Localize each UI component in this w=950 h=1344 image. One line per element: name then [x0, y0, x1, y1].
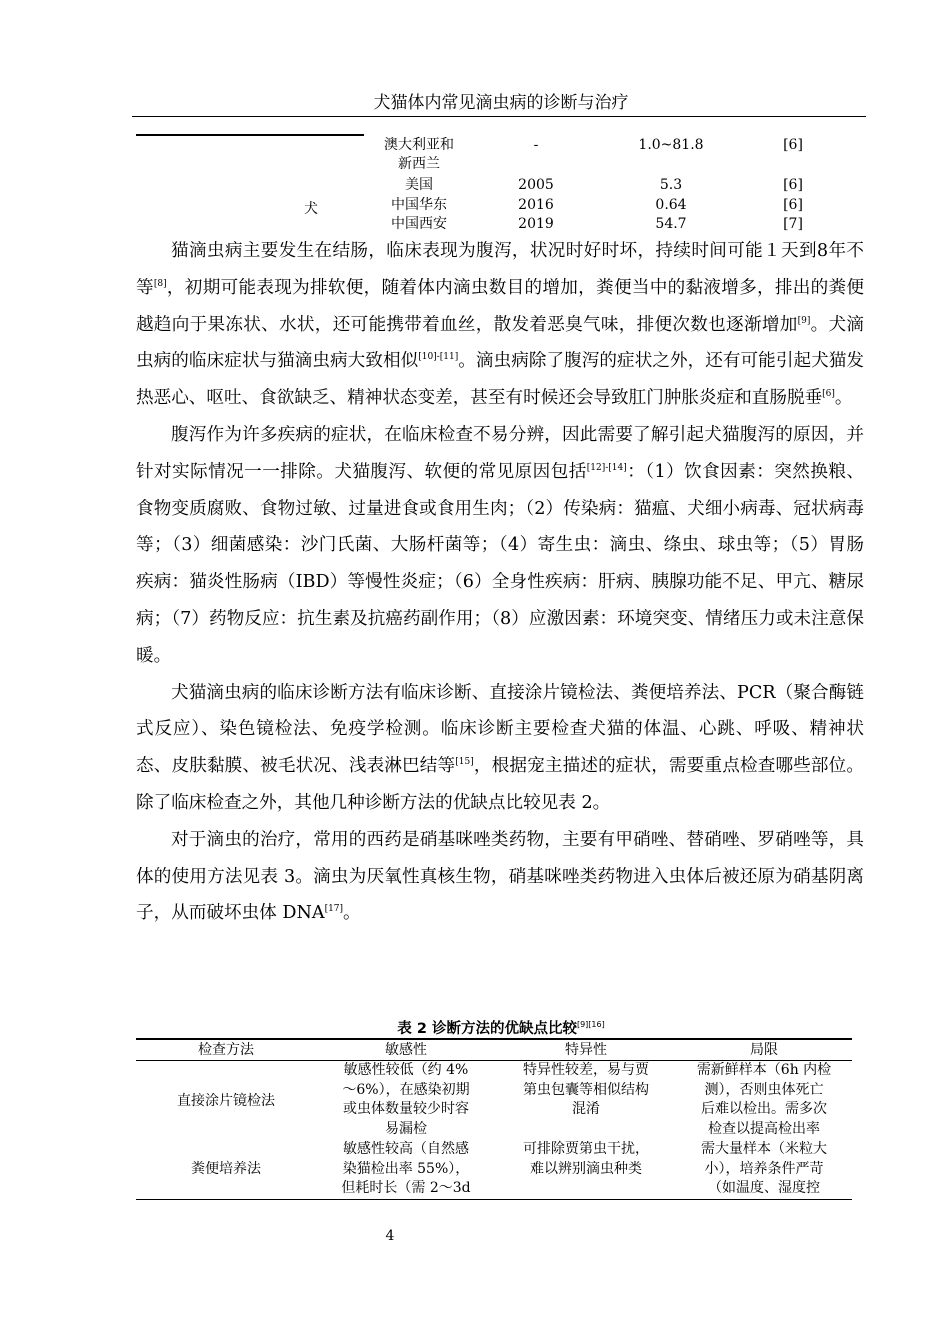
cell-line: ～6%），在感染初期: [342, 1081, 470, 1098]
body-text: [136, 233, 864, 932]
rate-cell: 54.7: [655, 216, 687, 232]
header-rule: [132, 116, 866, 117]
paragraph-text: 。: [343, 903, 361, 924]
column-header-specificity: 特异性: [565, 1042, 607, 1058]
specificity-cell: [496, 1140, 676, 1179]
table-row: [136, 196, 862, 216]
year-cell: 2019: [518, 216, 554, 232]
cell-line: 敏感性较低（约 4%: [343, 1062, 469, 1078]
year-cell: -: [533, 137, 539, 153]
cell-line: 敏感性较高（自然感: [343, 1141, 469, 1157]
rate-cell: 5.3: [659, 177, 683, 193]
cell-line: 易漏检: [385, 1120, 427, 1137]
cell-line: 需大量样本（米粒大: [701, 1141, 827, 1157]
region-cell: 澳大利亚和: [384, 137, 454, 153]
citation: [9][16]: [576, 1020, 605, 1030]
citation: [9]: [797, 315, 811, 326]
citation: [15]: [455, 757, 474, 768]
cell-line: 特异性较差，易与贾: [523, 1062, 649, 1078]
table-row: [136, 136, 862, 156]
paragraph-text: 猫滴虫病主要发生在结肠，临床表现为腹泻，状况时好时坏，持续时间可能１天到8年不等: [136, 241, 864, 298]
caption-text: 表 2 诊断方法的优缺点比较: [397, 1021, 577, 1037]
species-label: 犬: [304, 201, 318, 217]
specificity-cell: [496, 1061, 676, 1120]
citation: [8]: [153, 278, 167, 289]
cell-line: 难以辨别滴虫种类: [530, 1160, 642, 1177]
ref-cell: [6]: [783, 137, 803, 153]
limitation-cell: [676, 1061, 852, 1139]
page-number: 4: [385, 1228, 395, 1244]
cell-line: 需新鲜样本（6h 内检: [696, 1062, 832, 1078]
table-bottom-rule: [136, 1199, 852, 1200]
paragraph-text: 对于滴虫的治疗，常用的西药是硝基咪唑类药物，主要有甲硝唑、替硝唑、罗硝唑等，具体的使用方法见表 3。滴虫为厌氧性真核生物，硝基咪唑类药物进入虫体后被还原为硝基阴离子，从而破坏虫体 DNA: [136, 829, 864, 924]
citation: [17]: [324, 904, 344, 915]
region-cell: 美国: [405, 177, 433, 193]
sensitivity-cell: [316, 1140, 496, 1199]
paragraph-text: 。: [834, 388, 853, 409]
paragraph: [136, 417, 864, 675]
column-header-method: 检查方法: [198, 1042, 254, 1058]
cell-line: 染猫检出率 55%），: [342, 1160, 470, 1177]
cell-line: 检查以提高检出率: [708, 1120, 820, 1137]
ref-cell: [6]: [783, 197, 803, 213]
cell-line: 小），培养条件严苛: [704, 1160, 824, 1177]
citation: [6]: [822, 389, 835, 400]
ref-cell: [6]: [783, 177, 803, 193]
limitation-cell: [676, 1140, 852, 1199]
citation: [12]-[14]: [586, 462, 627, 473]
table-top-rule: [136, 1038, 852, 1040]
paragraph: [136, 675, 864, 822]
region-cell: 中国西安: [391, 216, 447, 232]
cell-line: 但耗时长（需 2～3d: [341, 1180, 471, 1196]
paragraph-text: ，初期可能表现为排软便，随着体内滴虫数目的增加，粪便当中的黏液增多，排出的粪便越趋向于果冻状、水状，还可能携带着血丝，散发着恶臭气味，排便次数也逐渐增加: [136, 277, 864, 335]
sensitivity-cell: [316, 1061, 496, 1139]
region-cell: 中国华东: [391, 197, 447, 213]
paragraph-text: ：（1）饮食因素：突然换粮、食物变质腐败、食物过敏、过量进食或食用生肉；（2）传染病：猫瘟、犬细小病毒、冠状病毒等；（3）细菌感染：沙门氏菌、大肠杆菌等；（4）寄生虫：滴虫、绦虫、球虫等；（5）胃肠疾病：猫炎性肠病（IBD）等慢性炎症；（6）全身性疾病：肝病、胰腺功能不足、甲亢、糖尿病；（7）药物反应：抗生素及抗癌药副作用；（8）应激因素：环境突变、情绪压力或未注意保暖。: [136, 461, 864, 666]
cell-line: （如温度、湿度控: [708, 1180, 820, 1196]
table-row: [136, 215, 862, 235]
cell-line: 混淆: [572, 1101, 600, 1117]
rate-cell: 0.64: [655, 197, 687, 213]
region-cell: 新西兰: [398, 156, 440, 172]
paragraph-text: 腹泻作为许多疾病的症状，在临床检查不易分辨，因此需要了解引起犬猫腹泻的原因，并针对实际情况一一排除。犬猫腹泻、软便的常见原因包括: [136, 424, 864, 482]
citation: [10]-[11]: [418, 352, 459, 363]
column-header-sensitivity: 敏感性: [385, 1042, 427, 1058]
column-header-limitation: 局限: [750, 1042, 778, 1058]
year-cell: 2005: [518, 177, 554, 193]
cell-line: 第虫包囊等相似结构: [523, 1081, 649, 1098]
cell-line: 可排除贾第虫干扰，: [523, 1141, 649, 1157]
method-cell: 直接涂片镜检法: [177, 1093, 275, 1109]
paragraph-text: 犬猫滴虫病的临床诊断方法有临床诊断、直接涂片镜检法、粪便培养法、PCR（聚合酶链式反应）、染色镜检法、免疫学检测。临床诊断主要检查犬猫的体温、心跳、呼吸、精神状态、皮肤黏膜、被毛状况、浅表淋巴结等: [136, 682, 864, 777]
year-cell: 2016: [518, 197, 554, 213]
paragraph-text: 。犬滴虫病的临床症状与猫滴虫病大致相似: [136, 314, 864, 372]
table-row: [136, 155, 862, 175]
table-2-caption: [136, 1020, 866, 1038]
cell-line: 或虫体数量较少时容: [343, 1101, 469, 1117]
ref-cell: [7]: [783, 216, 803, 232]
table-row: [136, 176, 862, 196]
cell-line: 后难以检出。需多次: [701, 1101, 827, 1117]
cell-line: 测），否则虫体死亡: [704, 1081, 824, 1098]
rate-cell: 1.0~81.8: [638, 137, 704, 153]
method-cell: 粪便培养法: [191, 1161, 261, 1177]
paragraph: [136, 233, 864, 417]
paragraph-text: ，根据宠主描述的症状，需要重点检查哪些部位。除了临床检查之外，其他几种诊断方法的优缺点比较见表 2。: [136, 756, 864, 813]
paragraph: [136, 822, 864, 932]
running-header: 犬猫体内常见滴虫病的诊断与治疗: [373, 93, 629, 113]
paragraph-text: 。滴虫病除了腹泻的症状之外，还有可能引起犬猫发热恶心、呕吐、食欲缺乏、精神状态变差，甚至有时候还会导致肛门肿胀炎症和直肠脱垂: [136, 351, 864, 409]
